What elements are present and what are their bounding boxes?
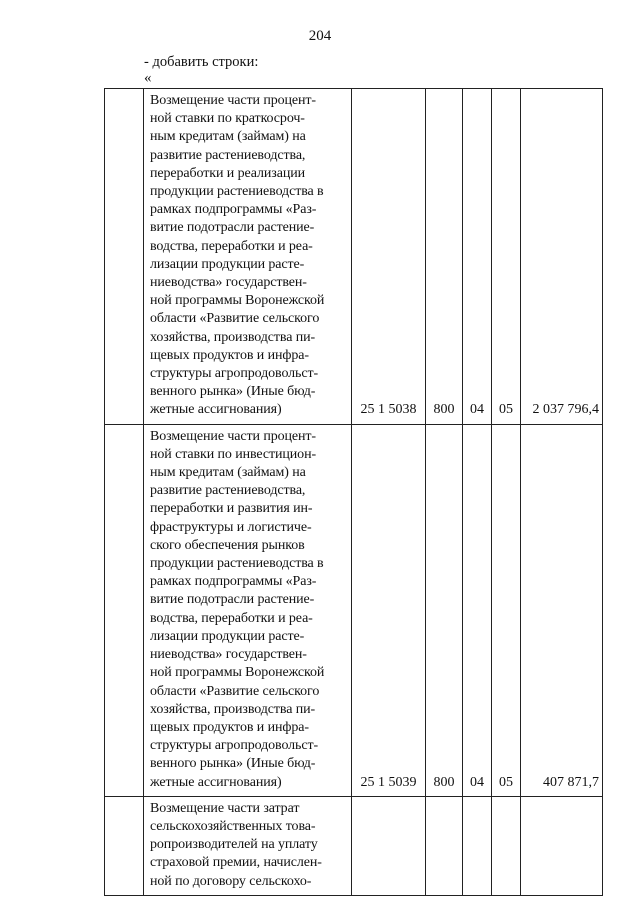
description-line: развитие растениеводства, [150,483,306,499]
description-line: ным кредитам (займам) на [150,129,306,145]
description-line: продукции растениеводства в [150,184,324,200]
description-line: Возмещение части затрат [150,800,300,816]
description-line: щевых продуктов и инфра- [150,347,309,363]
description-line: фраструктуры и логистиче- [150,519,312,535]
description-line: жетные ассигнования) [150,774,282,790]
row-description [144,796,352,895]
description-line: области «Развитие сельского [150,311,320,327]
row-description [144,424,352,796]
description-line: водства, переработки и реа- [150,238,313,254]
description-line: сельскохозяйственных това- [150,818,316,834]
row-blank-cell [105,424,144,796]
row-target-code: 25 1 5039 [352,424,426,796]
description-line: развитие растениеводства, [150,147,306,163]
row-expense-group: 800 [426,89,463,425]
description-line: хозяйства, производства пи- [150,701,316,717]
description-line: переработки и развития ин- [150,501,313,517]
description-line: рамках подпрограммы «Раз- [150,202,317,218]
description-line: ным кредитам (займам) на [150,465,306,481]
row-target-code: 25 1 5038 [352,89,426,425]
description-line: ной ставки по инвестицион- [150,446,317,462]
row-section: 04 [463,89,492,425]
description-line: продукции растениеводства в [150,556,324,572]
row-expense-group [426,796,463,895]
description-line: ной программы Воронежской [150,293,325,309]
description-line: Возмещение части процент- [150,428,316,444]
row-subsection: 05 [492,424,521,796]
row-section: 04 [463,424,492,796]
description-line: лизации продукции расте- [150,256,305,272]
description-line: ниеводства» государствен- [150,275,307,291]
description-line: щевых продуктов и инфра- [150,719,309,735]
table-row [105,89,603,425]
row-target-code [352,796,426,895]
description-line: витие подотрасли растение- [150,592,315,608]
description-line: области «Развитие сельского [150,683,320,699]
intro-text: - добавить строки: [144,54,259,70]
description-line: ной ставки по краткосроч- [150,111,305,127]
budget-table [104,88,603,896]
row-amount: 407 871,7 [521,424,603,796]
description-line: венного рынка» (Иные бюд- [150,756,316,772]
description-line: жетные ассигнования) [150,402,282,418]
row-blank-cell [105,796,144,895]
table-row [105,424,603,796]
description-line: ной по договору сельскохо- [150,873,312,889]
row-blank-cell [105,89,144,425]
description-line: ниеводства» государствен- [150,647,307,663]
description-line: структуры агропродовольст- [150,738,319,754]
description-line: рамках подпрограммы «Раз- [150,574,317,590]
description-line: Возмещение части процент- [150,93,316,108]
description-line: водства, переработки и реа- [150,610,313,626]
opening-quote: « [144,70,152,86]
description-line: лизации продукции расте- [150,628,305,644]
description-line: витие подотрасли растение- [150,220,315,236]
description-line: хозяйства, производства пи- [150,329,316,345]
row-description [144,89,352,425]
description-line: венного рынка» (Иные бюд- [150,384,316,400]
description-line: страховой премии, начислен- [150,855,322,871]
description-line: ропроизводителей на уплату [150,837,318,853]
row-expense-group: 800 [426,424,463,796]
row-amount: 2 037 796,4 [521,89,603,425]
row-section [463,796,492,895]
row-subsection [492,796,521,895]
row-subsection: 05 [492,89,521,425]
row-amount [521,796,603,895]
table-row [105,796,603,895]
description-line: ского обеспечения рынков [150,537,305,553]
description-line: переработки и реализации [150,165,305,181]
page-number: 204 [308,28,332,44]
description-line: ной программы Воронежской [150,665,325,681]
description-line: структуры агропродовольст- [150,366,319,382]
